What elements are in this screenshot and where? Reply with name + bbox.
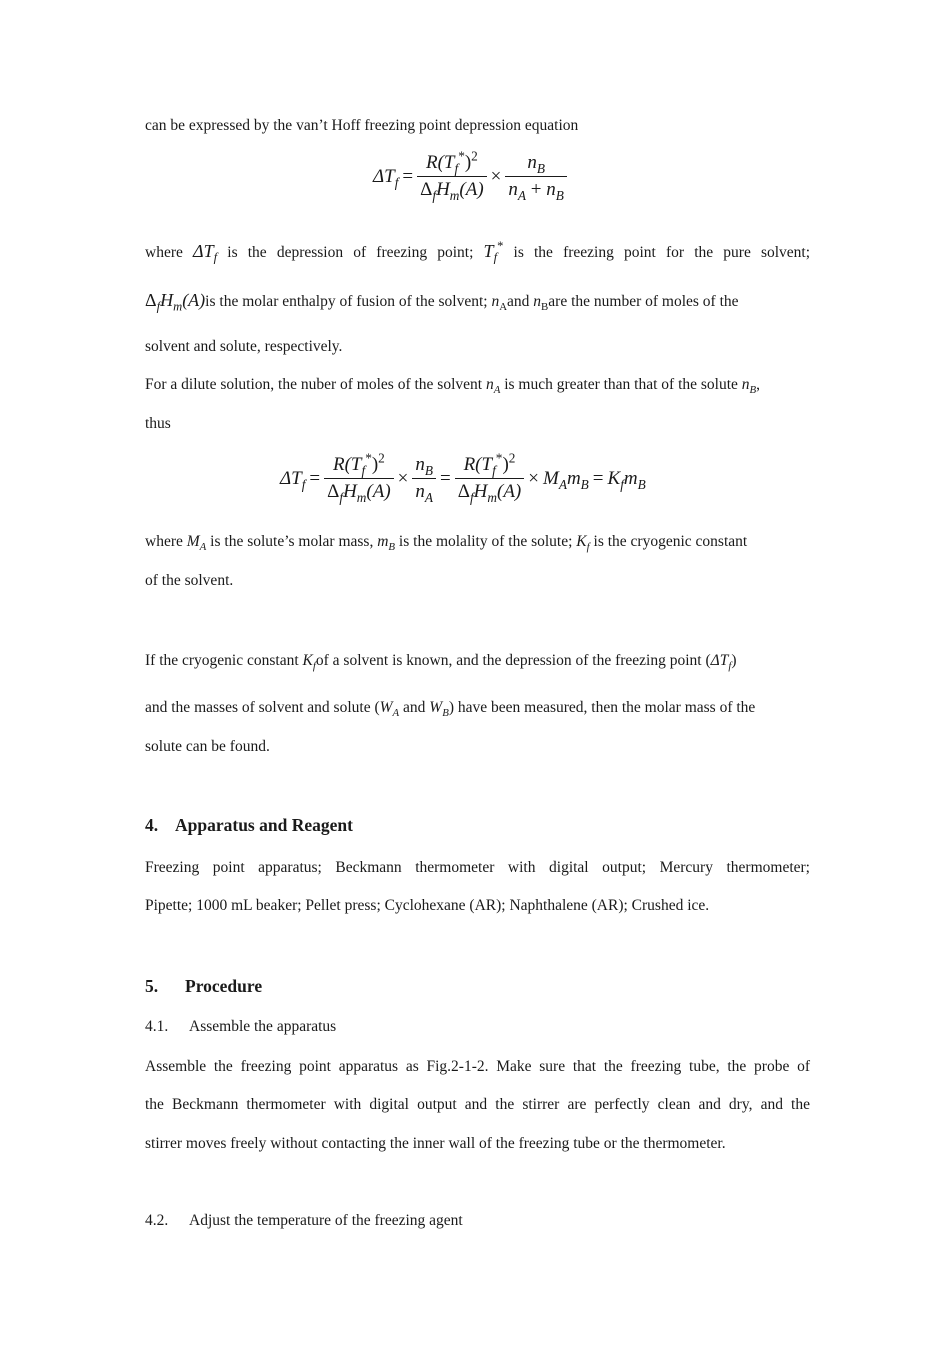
eq1-fraction-2: $\frac{n_B}{n_A + n_B}$ — [505, 150, 566, 203]
paragraph-intro: can be expressed by the van’t Hoff freezing point depression equation — [145, 117, 579, 134]
eq1-times: × — [490, 165, 502, 187]
paragraph-where-molar-2: of the solvent. — [145, 572, 234, 589]
paragraph-assemble-1: Assemble the freezing point apparatus as Fig.2-1-2. Make sure that the freezing tube, the probe of — [145, 1058, 810, 1075]
eq2-fraction-2: $\frac{n_B}{n_A}$ — [412, 452, 436, 505]
paragraph-apparatus-2: Pipette; 1000 mL beaker; Pellet press; Cyclohexane (AR); Naphthalene (AR); Crushed ice. — [145, 897, 710, 914]
paragraph-cryogenic-3: solute can be found. — [145, 738, 270, 755]
paragraph-where-molar: where $M_A$ is the solute’s molar mass, $m_B$ is the molality of the solute; $K_f$ is the cryogenic constant — [145, 533, 748, 554]
paragraph-assemble-3: stirrer moves freely without contacting the inner wall of the freezing tube or the thermometer. — [145, 1135, 726, 1152]
paragraph-assemble-2: the Beckmann thermometer with digital output and the stirrer are perfectly clean and dry, and the — [145, 1096, 810, 1113]
eq1-lhs: $\Delta T_f$ — [373, 165, 399, 190]
eq1-fraction-1: $\frac{R(T_f^*)^2}{\Delta_fH_m(A)}$ — [417, 150, 487, 203]
paragraph-dilute-2: thus — [145, 415, 171, 432]
eq1-equals: = — [402, 165, 414, 187]
equation-dilute: $\Delta T_f$ = $\frac{R(T_f^*)^2}{\Delta_fH_m(A)}$ × $\frac{n_B}{n_A}$ = $\frac{R(T_f^*)^2}{\Delta_fH_m(A)}$ × $M_Am_B$ = $K_fm_B$ — [280, 450, 646, 505]
paragraph-apparatus-1: Freezing point apparatus; Beckmann thermometer with digital output; Mercury thermometer; — [145, 859, 810, 876]
eq2-fraction-1: $\frac{R(T_f^*)^2}{\Delta_fH_m(A)}$ — [324, 452, 394, 505]
subheading-adjust: 4.2. Adjust the temperature of the freezing agent — [145, 1212, 463, 1229]
equation-vant-hoff — [373, 150, 567, 203]
eq2-fraction-3: $\frac{R(T_f^*)^2}{\Delta_fH_m(A)}$ — [455, 452, 525, 505]
section-heading-apparatus: 4. Apparatus and Reagent — [145, 815, 353, 835]
paragraph-cryogenic-1: If the cryogenic constant $K_fof$ a solvent is known, and the depression of the freezing point $(\Delta T_f)$ — [145, 652, 737, 673]
paragraph-dilute-1: For a dilute solution, the nuber of moles of the solvent $n_A$ is much greater than that of the solute $n_B$, — [145, 376, 761, 397]
paragraph-cryogenic-2: and the masses of solvent and solute ($W_A$ and $W_B$) have been measured, then the molar mass of the — [145, 699, 756, 720]
paragraph-where-3: solvent and solute, respectively. — [145, 338, 343, 355]
paragraph-where-1: where $\Delta T_f$ is the depression of freezing point; $T_f^*$ is the freezing point for the pure solvent; — [145, 239, 811, 265]
section-heading-procedure: 5. Procedure — [145, 976, 263, 996]
subheading-assemble: 4.1. Assemble the apparatus — [145, 1018, 337, 1035]
paragraph-where-2: $\Delta_fH_m(A)is$ the molar enthalpy of fusion of the solvent; $n_Aand$ $n_Bare$ the number of moles of the — [145, 290, 739, 314]
eq2-lhs: $\Delta T_f$ — [280, 467, 306, 492]
